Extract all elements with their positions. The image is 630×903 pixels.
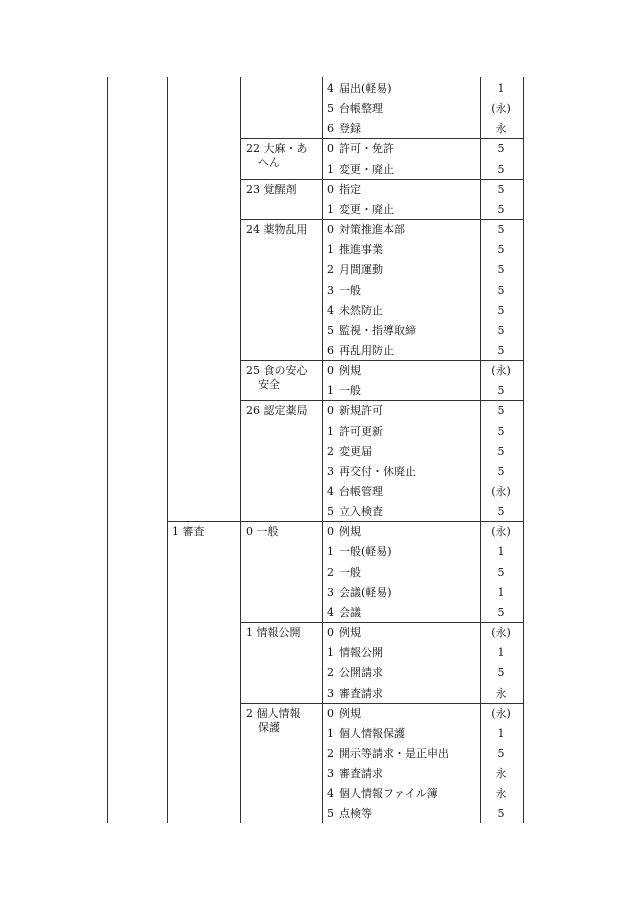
retention-period: 1 <box>497 726 505 740</box>
item-label: 審査請求 <box>339 686 383 700</box>
item-label: 会議 <box>339 605 361 619</box>
column-rule-1 <box>167 77 168 823</box>
item-number: 0 <box>327 223 334 237</box>
retention-period: 永 <box>495 686 507 700</box>
item-label: 審査請求 <box>339 767 383 781</box>
item-number: 3 <box>327 686 334 700</box>
retention-period: 5 <box>497 666 505 680</box>
retention-period: 5 <box>497 464 505 478</box>
item-label: 会議(軽易) <box>339 585 392 599</box>
item-number: 5 <box>327 807 334 821</box>
group-label: 25 食の安心 <box>246 364 308 378</box>
item-label: 一般 <box>339 283 361 297</box>
item-number: 4 <box>327 303 334 317</box>
item-label: 例規 <box>339 525 361 539</box>
column-rule-0 <box>107 77 108 823</box>
item-number: 0 <box>327 364 334 378</box>
item-number: 2 <box>327 565 334 579</box>
item-number: 1 <box>327 202 334 216</box>
group-divider <box>240 400 480 401</box>
item-label: 台帳管理 <box>339 485 383 498</box>
item-number: 2 <box>327 666 334 680</box>
retention-period: 5 <box>497 223 505 237</box>
item-number: 4 <box>327 605 334 619</box>
item-label: 開示等請求・是正申出 <box>339 746 449 760</box>
column-rule-3 <box>322 77 323 823</box>
item-label: 許可更新 <box>339 424 383 438</box>
item-label: 登録 <box>339 122 361 136</box>
item-number: 1 <box>327 545 334 559</box>
retention-period: 1 <box>497 585 505 599</box>
item-number: 2 <box>327 746 334 760</box>
item-number: 1 <box>327 243 334 257</box>
item-label: 立入検査 <box>339 505 383 519</box>
group-divider <box>167 521 480 522</box>
item-label: 例規 <box>339 364 361 378</box>
group-label-line2: へん <box>258 156 280 170</box>
retention-period: 5 <box>497 424 505 438</box>
retention-period: (永) <box>491 102 511 116</box>
retention-period: 5 <box>497 182 505 196</box>
item-label: 新規許可 <box>339 404 383 418</box>
item-number: 1 <box>327 726 334 740</box>
retention-period: 5 <box>497 323 505 337</box>
item-number: 4 <box>327 82 334 95</box>
retention-period: 5 <box>497 283 505 297</box>
group-label: 1 情報公開 <box>246 626 301 640</box>
item-label: 対策推進本部 <box>339 223 405 237</box>
group-divider <box>240 219 480 220</box>
group-label: 23 覚醒剤 <box>246 182 297 196</box>
item-number: 3 <box>327 767 334 781</box>
item-number: 5 <box>327 102 334 116</box>
column-rule-2 <box>240 77 241 823</box>
group-divider <box>480 622 523 623</box>
group-divider <box>240 703 480 704</box>
item-label: 台帳整理 <box>339 102 383 116</box>
item-label: 一般 <box>339 565 361 579</box>
item-label: 情報公開 <box>339 646 383 660</box>
retention-period: 永 <box>495 787 507 801</box>
group-divider <box>240 622 480 623</box>
group-label: 22 大麻・あ <box>246 142 308 156</box>
retention-period: 5 <box>497 343 505 357</box>
item-label: 一般 <box>339 384 361 398</box>
item-label: 例規 <box>339 626 361 640</box>
item-number: 0 <box>327 626 334 640</box>
retention-period: 5 <box>497 384 505 398</box>
retention-period: 永 <box>495 767 507 781</box>
item-number: 1 <box>327 424 334 438</box>
retention-period: 5 <box>497 162 505 176</box>
item-label: 個人情報保護 <box>339 726 405 740</box>
group-label: 24 薬物乱用 <box>246 223 308 237</box>
item-label: 一般(軽易) <box>339 545 392 559</box>
item-number: 1 <box>327 162 334 176</box>
retention-period: (永) <box>491 485 511 498</box>
group-divider <box>240 179 480 180</box>
retention-period: 5 <box>497 565 505 579</box>
item-number: 1 <box>327 384 334 398</box>
column-rule-5 <box>523 77 524 823</box>
retention-period: 1 <box>497 646 505 660</box>
retention-period: 5 <box>497 142 505 156</box>
group-divider <box>480 400 523 401</box>
retention-period: 5 <box>497 404 505 418</box>
section-label: 1 審査 <box>172 525 205 539</box>
item-label: 許可・免許 <box>339 142 394 156</box>
item-number: 5 <box>327 505 334 519</box>
retention-period: (永) <box>491 525 511 539</box>
item-label: 公開請求 <box>339 666 383 680</box>
group-divider <box>480 179 523 180</box>
item-number: 0 <box>327 142 334 156</box>
retention-period: 5 <box>497 444 505 458</box>
retention-period: 5 <box>497 243 505 257</box>
item-number: 3 <box>327 283 334 297</box>
item-label: 点検等 <box>339 807 372 821</box>
item-number: 3 <box>327 585 334 599</box>
group-label: 0 一般 <box>246 525 279 539</box>
group-label: 26 認定薬局 <box>246 404 308 418</box>
group-divider <box>480 521 523 522</box>
retention-period: (永) <box>491 706 511 720</box>
item-label: 推進事業 <box>339 243 383 257</box>
group-divider <box>240 138 480 139</box>
item-label: 変更・廃止 <box>339 162 394 176</box>
item-label: 監視・指導取締 <box>339 323 416 337</box>
group-divider <box>480 138 523 139</box>
item-label: 指定 <box>339 182 361 196</box>
item-label: 例規 <box>339 706 361 720</box>
retention-period: 永 <box>495 122 507 136</box>
item-label: 変更・廃止 <box>339 202 394 216</box>
item-number: 1 <box>327 646 334 660</box>
item-label: 個人情報ファイル簿 <box>339 787 438 801</box>
retention-period: 1 <box>497 545 505 559</box>
item-number: 0 <box>327 525 334 539</box>
retention-period: 5 <box>497 202 505 216</box>
retention-period: (永) <box>491 626 511 640</box>
item-number: 5 <box>327 323 334 337</box>
item-label: 届出(軽易) <box>339 82 392 95</box>
retention-period: 5 <box>497 746 505 760</box>
item-number: 2 <box>327 263 334 277</box>
item-number: 4 <box>327 787 334 801</box>
item-label: 変更届 <box>339 444 372 458</box>
item-number: 0 <box>327 404 334 418</box>
group-divider <box>480 219 523 220</box>
group-divider <box>480 703 523 704</box>
item-label: 月間運動 <box>339 263 383 277</box>
retention-period: (永) <box>491 364 511 378</box>
retention-period: 1 <box>497 82 505 95</box>
retention-period: 5 <box>497 605 505 619</box>
item-number: 3 <box>327 464 334 478</box>
group-label-line2: 保護 <box>258 720 280 734</box>
item-number: 6 <box>327 122 334 136</box>
item-label: 再乱用防止 <box>339 343 394 357</box>
retention-period: 5 <box>497 807 505 821</box>
item-number: 6 <box>327 343 334 357</box>
retention-period: 5 <box>497 263 505 277</box>
retention-period: 5 <box>497 303 505 317</box>
item-number: 0 <box>327 182 334 196</box>
item-number: 2 <box>327 444 334 458</box>
item-number: 4 <box>327 485 334 498</box>
item-label: 再交付・休廃止 <box>339 464 416 478</box>
retention-period: 5 <box>497 505 505 519</box>
group-divider <box>240 360 480 361</box>
item-number: 0 <box>327 706 334 720</box>
group-divider <box>480 360 523 361</box>
group-label-line2: 安全 <box>258 378 280 392</box>
item-label: 未然防止 <box>339 303 383 317</box>
group-label: 2 個人情報 <box>246 706 301 720</box>
